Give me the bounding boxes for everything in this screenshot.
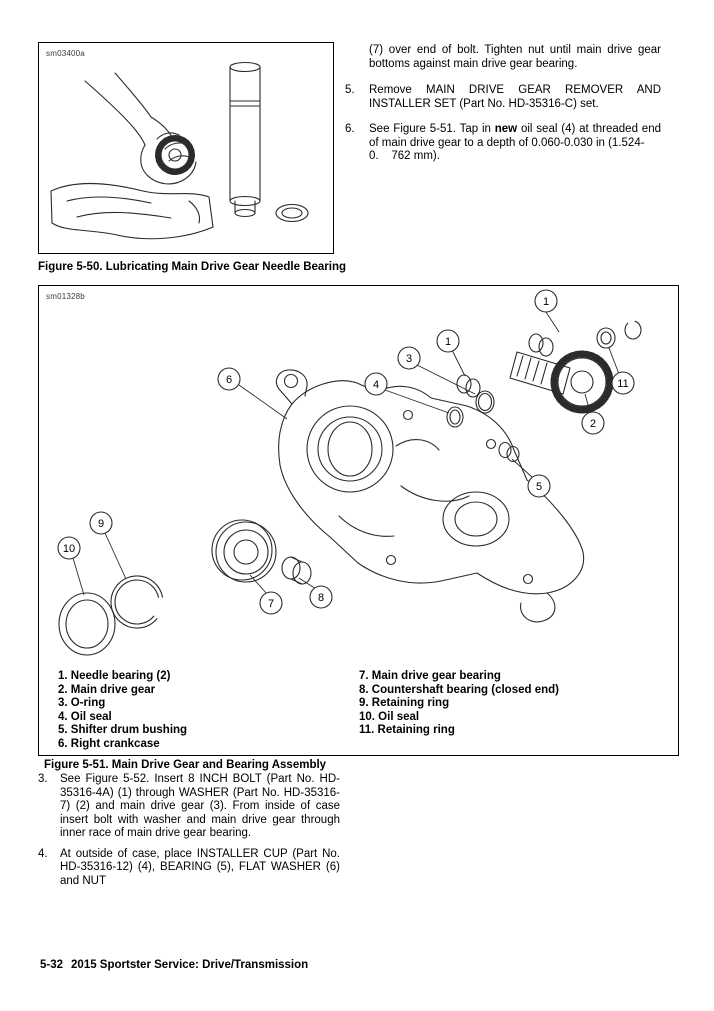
step-6-text-line2: 0. 762 mm). [369, 150, 440, 162]
step-6 [345, 123, 661, 164]
countershaft-bearing-drawing [282, 557, 311, 584]
step-5 [345, 84, 661, 111]
step-3-text: See Figure 5-52. Insert 8 INCH BOLT (Part No. HD-35316-4A) (1) through WASHER (Part No. HD-35316-7) (2) and main drive gear (3). From inside of case insert bolt with washer and main drive gear through inner race of main drive gear bearing. [60, 773, 340, 839]
main-drive-gear-drawing [510, 352, 610, 410]
legend-item-2: 2. Main drive gear [58, 683, 156, 696]
page-footer [40, 959, 308, 971]
emphasis-new: new [494, 123, 518, 135]
oring-drawing [276, 205, 308, 222]
step-4-number: 4. [38, 847, 48, 860]
step-5-text: Remove MAIN DRIVE GEAR REMOVER AND INSTALLER SET (Part No. HD-35316-C) set. [369, 84, 661, 110]
oil-seal-10-drawing [59, 593, 115, 655]
callout-8 [310, 586, 332, 608]
svg-text:3: 3 [405, 353, 413, 365]
figure-50-drawing [39, 43, 333, 253]
callout-11 [612, 372, 634, 394]
legend-column-right [359, 670, 668, 751]
step-5-number: 5. [345, 84, 355, 96]
callout-2 [582, 412, 604, 434]
footer-page-number: 5-32 [40, 959, 64, 971]
callout-5 [528, 475, 550, 497]
step-6-text-pre: See Figure 5-51. Tap in [369, 123, 495, 135]
svg-text:5: 5 [535, 481, 543, 493]
figure-50-box [38, 42, 334, 254]
callout-3 [398, 347, 420, 369]
legend-item-11: 11. Retaining ring [359, 724, 455, 736]
callout-1a [535, 290, 557, 312]
procedure-column-right [345, 44, 661, 176]
callout-4 [365, 373, 387, 395]
oring-3-drawing [476, 391, 494, 413]
legend-item-10: 10. Oil seal [359, 710, 420, 723]
legend-item-6: 6. Right crankcase [58, 737, 160, 750]
hand-holding-gear-drawing [85, 73, 196, 184]
step-6-text [369, 123, 661, 164]
procedure-column-left [38, 773, 340, 895]
legend-item-3: 3. O-ring [58, 697, 106, 709]
step-6-number: 6. [345, 123, 355, 135]
legend-item-8: 8. Countershaft bearing (closed end) [359, 683, 559, 696]
figure-51-legend [58, 670, 668, 751]
svg-text:11: 11 [617, 378, 629, 390]
step-3 [38, 773, 340, 841]
callout-7 [260, 592, 282, 614]
retaining-ring-11-drawing [597, 321, 641, 348]
step-3-number: 3. [38, 773, 48, 785]
callout-1b [437, 330, 459, 352]
svg-text:2: 2 [589, 418, 597, 430]
legend-item-1: 1. Needle bearing (2) [58, 670, 171, 682]
callout-6 [218, 368, 240, 390]
shop-cloth-drawing [51, 183, 213, 238]
legend-column-left [58, 670, 359, 751]
svg-text:8: 8 [317, 592, 325, 604]
figure-51-caption: Figure 5-51. Main Drive Gear and Bearing Assembly [44, 759, 327, 771]
shifter-drum-bushing-drawing [499, 443, 519, 462]
svg-text:4: 4 [372, 379, 380, 391]
svg-text:1: 1 [542, 296, 550, 308]
figure-51-drawing [39, 286, 678, 666]
needle-bearing-b-drawing [457, 375, 480, 397]
needle-bearing-a-drawing [529, 334, 553, 356]
svg-text:1: 1 [444, 336, 452, 348]
figure-51-box [38, 285, 679, 756]
figure-51-image-code: sm01328b [46, 292, 85, 301]
svg-text:10: 10 [62, 543, 76, 555]
legend-item-7: 7. Main drive gear bearing [359, 670, 501, 682]
figure-50-image-code: sm03400a [46, 49, 85, 58]
legend-item-4: 4. Oil seal [58, 710, 112, 723]
installer-tool-drawing [230, 63, 260, 217]
step-continuation-text: (7) over end of bolt. Tighten nut until main drive gear bottoms against main drive gear bearing. [369, 44, 661, 70]
figure-50-caption: Figure 5-50. Lubricating Main Drive Gear Needle Bearing [38, 261, 347, 273]
svg-text:7: 7 [267, 598, 275, 610]
callout-9 [90, 512, 112, 534]
legend-item-5: 5. Shifter drum bushing [58, 724, 188, 736]
retaining-ring-9-drawing [100, 565, 173, 638]
legend-item-9: 9. Retaining ring [359, 697, 450, 709]
svg-text:6: 6 [225, 374, 233, 386]
oil-seal-4-drawing [447, 407, 463, 427]
main-drive-gear-bearing-drawing [212, 520, 276, 582]
step-4-text: At outside of case, place INSTALLER CUP (Part No. HD-35316-12) (4), BEARING (5), FLAT WASHER (6) and NUT [60, 847, 340, 887]
svg-text:9: 9 [97, 518, 105, 530]
footer-title: 2015 Sportster Service: Drive/Transmission [71, 959, 309, 971]
step-4 [38, 848, 340, 889]
callout-10 [58, 537, 80, 559]
step-6-text-post: oil seal (4) at threaded end of main drive gear to a depth of 0.060-0.030 in (1.524- [369, 123, 661, 149]
